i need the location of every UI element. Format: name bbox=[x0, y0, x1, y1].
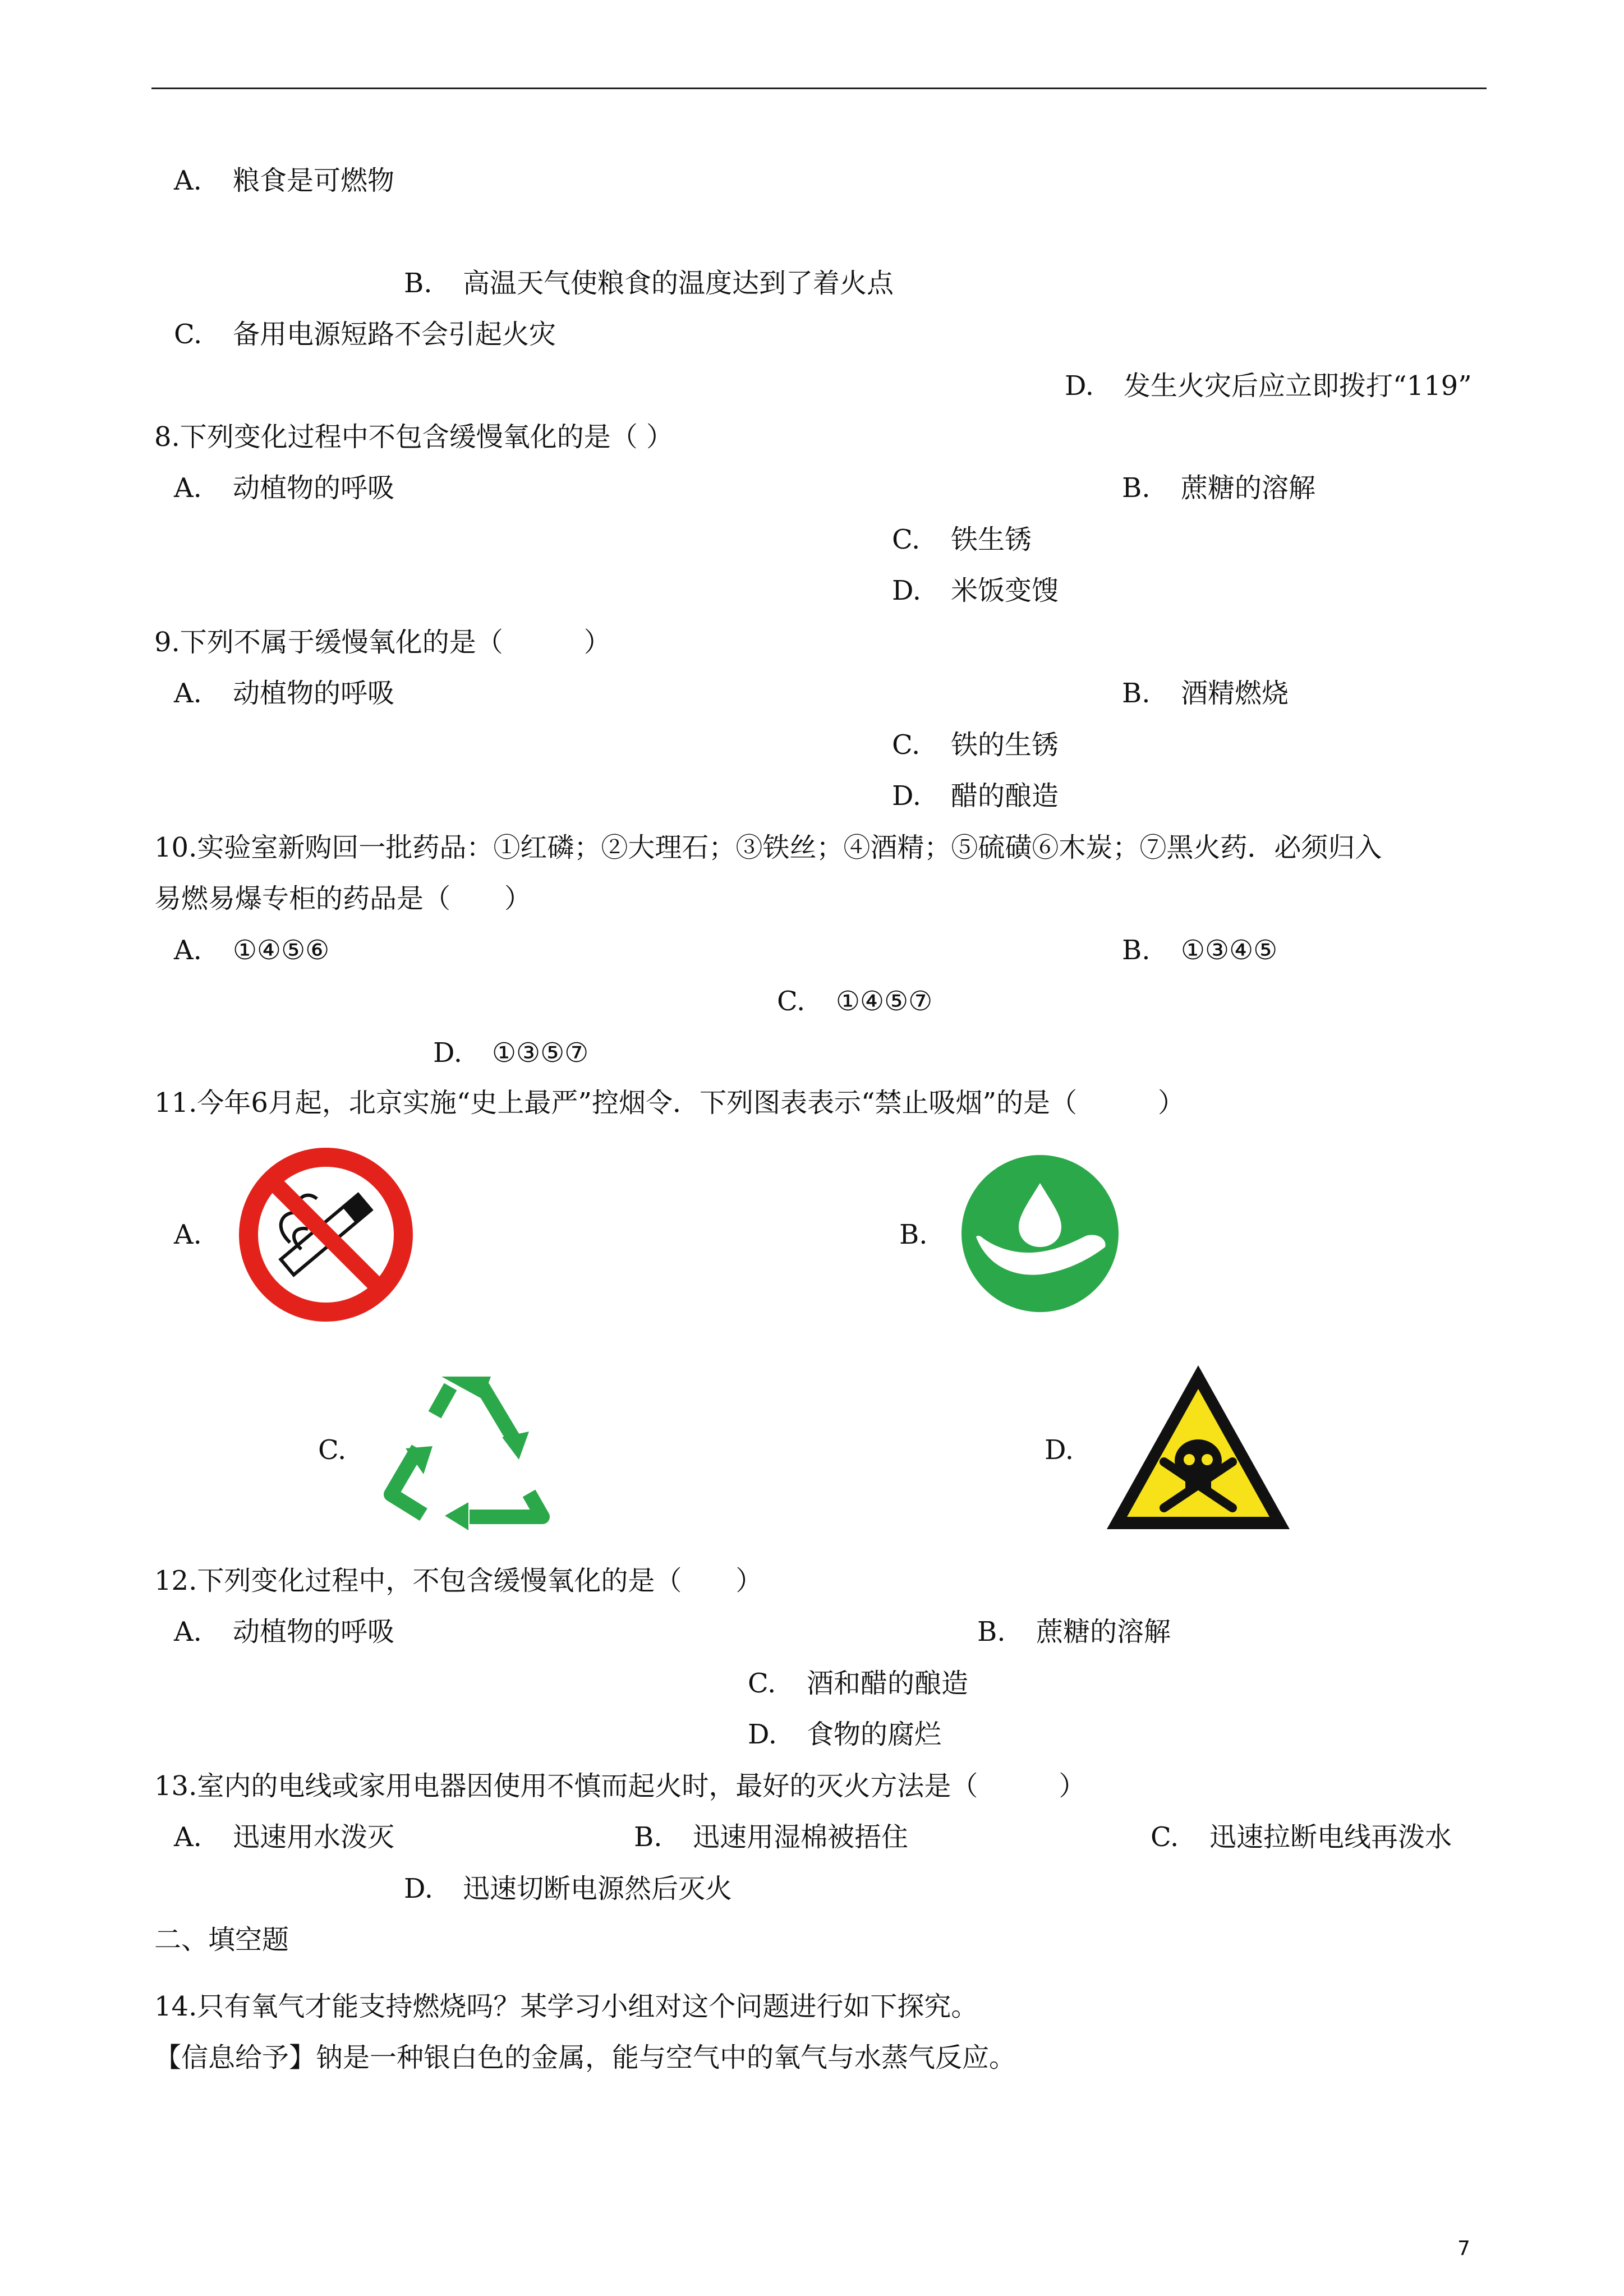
q7-option-b: B. 高温天气使粮食的温度达到了着火点 bbox=[404, 268, 894, 299]
skull-crossbones-icon bbox=[1102, 1361, 1294, 1535]
q8-option-d: D. 米饭变馊 bbox=[892, 575, 1059, 606]
q11-stem: 11.今年6月起，北京实施“史上最严”控烟令．下列图表表示“禁止吸烟”的是（ ） bbox=[154, 1087, 1185, 1119]
q10-option-c: C. ①④⑤⑦ bbox=[777, 986, 933, 1017]
q10-option-b: B. ①③④⑤ bbox=[1122, 935, 1278, 966]
q11-option-a-label: A. bbox=[174, 1219, 202, 1250]
q12-option-c: C. 酒和醋的酿造 bbox=[748, 1668, 969, 1699]
q13-option-d: D. 迅速切断电源然后灭火 bbox=[404, 1873, 733, 1904]
q14-stem: 14.只有氧气才能支持燃烧吗？某学习小组对这个问题进行如下探究。 bbox=[154, 1991, 978, 2022]
q13-option-b: B. 迅速用湿棉被捂住 bbox=[634, 1821, 909, 1853]
q12-option-a: A. 动植物的呼吸 bbox=[174, 1616, 395, 1648]
water-drop-icon bbox=[960, 1154, 1120, 1313]
q9-option-a: A. 动植物的呼吸 bbox=[174, 678, 395, 709]
q10-option-d: D. ①③⑤⑦ bbox=[433, 1037, 589, 1069]
q9-option-c: C. 铁的生锈 bbox=[892, 729, 1059, 761]
q14-info: 【信息给予】钠是一种银白色的金属，能与空气中的氧气与水蒸气反应。 bbox=[154, 2042, 1016, 2073]
page-number: 7 bbox=[1457, 2237, 1470, 2260]
q8-option-a: A. 动植物的呼吸 bbox=[174, 472, 395, 504]
q9-option-b: B. 酒精燃烧 bbox=[1122, 678, 1289, 709]
q10-stem-line2: 易燃易爆专柜的药品是（ ） bbox=[154, 883, 532, 914]
q8-option-b: B. 蔗糖的溶解 bbox=[1122, 472, 1316, 504]
q12-option-b: B. 蔗糖的溶解 bbox=[977, 1616, 1171, 1648]
q7-option-d: D. 发生火灾后应立即拨打“119” bbox=[1065, 370, 1472, 402]
no-smoking-icon bbox=[238, 1147, 413, 1322]
q13-option-a: A. 迅速用水泼灭 bbox=[174, 1821, 395, 1853]
q8-option-c: C. 铁生锈 bbox=[892, 524, 1032, 555]
q9-stem: 9.下列不属于缓慢氧化的是（ ） bbox=[154, 627, 611, 658]
q7-option-c: C. 备用电源短路不会引起火灾 bbox=[174, 319, 556, 350]
q11-option-b-label: B. bbox=[899, 1219, 928, 1250]
q7-option-a: A. 粮食是可燃物 bbox=[174, 165, 395, 196]
section-title: 二、填空题 bbox=[154, 1924, 289, 1955]
header-rule bbox=[151, 88, 1487, 89]
q9-option-d: D. 醋的酿造 bbox=[892, 780, 1059, 812]
q11-option-c-label: C. bbox=[318, 1434, 347, 1466]
q12-option-d: D. 食物的腐烂 bbox=[748, 1719, 942, 1750]
q10-option-a: A. ①④⑤⑥ bbox=[174, 935, 330, 966]
q12-stem: 12.下列变化过程中，不包含缓慢氧化的是（ ） bbox=[154, 1565, 763, 1596]
q13-option-c: C. 迅速拉断电线再泼水 bbox=[1151, 1821, 1452, 1853]
q10-stem-line1: 10.实验室新购回一批药品：①红磷；②大理石；③铁丝；④酒精；⑤硫磺⑥木炭；⑦黑火药．必须归入 bbox=[154, 832, 1382, 863]
q11-option-d-label: D. bbox=[1045, 1434, 1074, 1466]
q8-stem: 8.下列变化过程中不包含缓慢氧化的是（ ） bbox=[154, 421, 674, 453]
q13-stem: 13.室内的电线或家用电器因使用不慎而起火时，最好的灭火方法是（ ） bbox=[154, 1770, 1086, 1802]
recycle-icon bbox=[379, 1364, 557, 1530]
